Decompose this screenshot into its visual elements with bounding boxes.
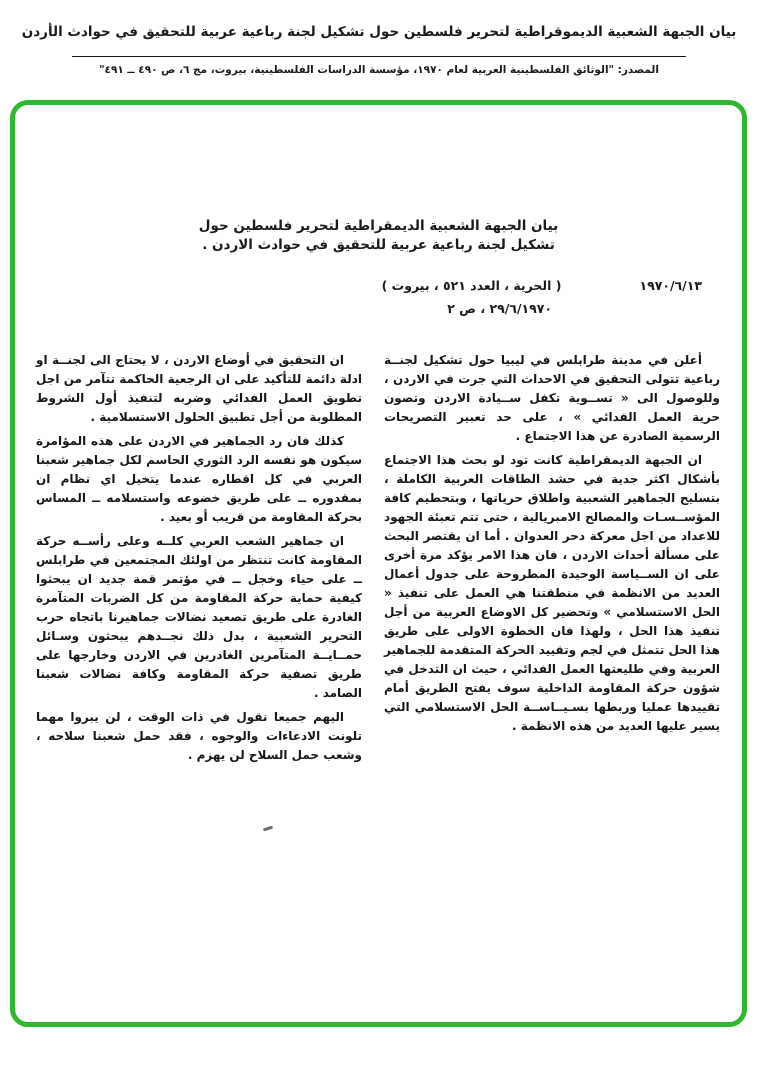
- paragraph: ان التحقيق في أوضاع الاردن ، لا يحتاج الى لجنــة او ادلة دائمة للتأكيد على ان الرجعية الحاكمة تتآمر من اجل تطويق العمل الفدائي وضربه لتنفيذ أول الشروط المطلوبة من أجل تطبيق الحلول الاستسلامية .: [36, 353, 362, 424]
- paragraph: أعلن في مدينة طرابلس في ليبيا حول تشكيل لجنــة رباعية تتولى التحقيق في الاحداث التي جرت في الاردن ، وللوصول الى « تســوية تكفل ســيادة الاردن وتصون حرية العمل الفدائي » ، على حد تعبير التصريحات الرسمية الصادرة عن هذا الاجتماع .: [384, 353, 720, 443]
- paragraph: ان الجبهة الديمقراطية كانت تود لو بحث هذا الاجتماع بأشكال اكثر جدية في حشد الطاقات العربية الكاملة ، بتسليح الجماهير الشعبية واطلاق حرياتها ، وبتحطيم كافة المؤســسـات والمصالح الامبريالية ، حتى تتم تعبئة الجهود للاعداد من اجل معركة دحر العدوان . أما ان يقتصر البحث على مسألة أحداث الاردن ، فان هذا الامر يؤكد مرة أخرى على ان الســياسة الوحيدة المطروحة على جدول أعمال العديد من الانظمة في منطقتنا هي العمل على تنفيذ « الحل الاستسلامي » وتحضير كل الاوضاع العربية من أجل تنفيذ هذا الحل ، ولهذا فان الخطوة الاولى على طريق هذا الحل تتمثل في لجم وتقييد الحركة المتقدمة للجماهير العربية وفي طليعتها العمل الفدائي ، حيث ان التدخل في شؤون حركة المقاومة الداخلية سوف يفتح الطريق أمام تقييدها عمليا وربطها بسـيــاســة الحل الاستسلامي التي يسير عليها العديد من هذه الانظمة .: [384, 453, 720, 733]
- citation-block: [382, 277, 702, 318]
- document-title-line-1: بيان الجبهة الشعبية الديمقراطية لتحرير فلسطين حول: [198, 218, 559, 234]
- paragraph: كذلك فان رد الجماهير في الاردن على هذه المؤامرة سيكون هو نفسه الرد الثوري الحاسم لكل جماهير شعبنا العربي في كل اقطاره عندما يتخيل اي نظام ان بمقدوره ــ على طريق خضوعه واستسلامه ــ المساس بحركة المقاومة من قريب أو بعيد .: [36, 434, 362, 524]
- document-scan-frame: [10, 100, 747, 1027]
- citation-date-page: ٢٩/٦/١٩٧٠ ، ص ٢: [447, 301, 552, 316]
- body-column-left: [36, 351, 362, 770]
- citation-date: ١٩٧٠/٦/١٣: [639, 278, 702, 293]
- scan-artifact: [263, 826, 273, 832]
- document-title-line-2: تشكيل لجنة رباعية عربية للتحقيق في حوادث الاردن .: [202, 237, 555, 253]
- citation-row: [382, 277, 702, 295]
- paragraph: ان جماهير الشعب العربي كلــه وعلى رأســه حركة المقاومة كانت تنتظر من اولئك المجتمعين في طرابلس ــ على حياء وخجل ــ في مؤتمر قمة جديد ان يبحثوا كيفية حماية حركة المقاومة من كل الضربات المتآمرة الغادرة على طريق تصعيد نضالات جماهيرنا باتجاه حرب التحرير الشعبية ، بدل ذلك نجــدهم يبحثون وسـائل حمــايــة المتآمرين الغادرين في الاردن وخارجها على طريق تصفية حركة المقاومة وكافة نضالات شعبنا الصامد .: [36, 534, 362, 700]
- page-title: بيان الجبهة الشعبية الديموقراطية لتحرير فلسطين حول تشكيل لجنة رباعية عربية للتحقيق في حوادث الأردن: [21, 24, 737, 40]
- document-title: [169, 217, 589, 255]
- body-column-right: [384, 351, 720, 741]
- citation-publication: ( الحرية ، العدد ٥٢١ ، بيروت ): [381, 278, 562, 293]
- paragraph: اليهم جميعا نقول في ذات الوقت ، لن يبروا مهما تلونت الادعاءات والوجوه ، فقد حمل شعبنا سلاحه ، وشعب حمل السلاح لن يهزم .: [36, 710, 362, 762]
- source-citation: المصدر: "الوثائق الفلسطينية العربية لعام ١٩٧٠، مؤسسة الدراسات الفلسطينية، بيروت، مج ٦، ص ٤٩٠ ــ ٤٩١": [99, 64, 659, 76]
- header-divider: [72, 56, 686, 57]
